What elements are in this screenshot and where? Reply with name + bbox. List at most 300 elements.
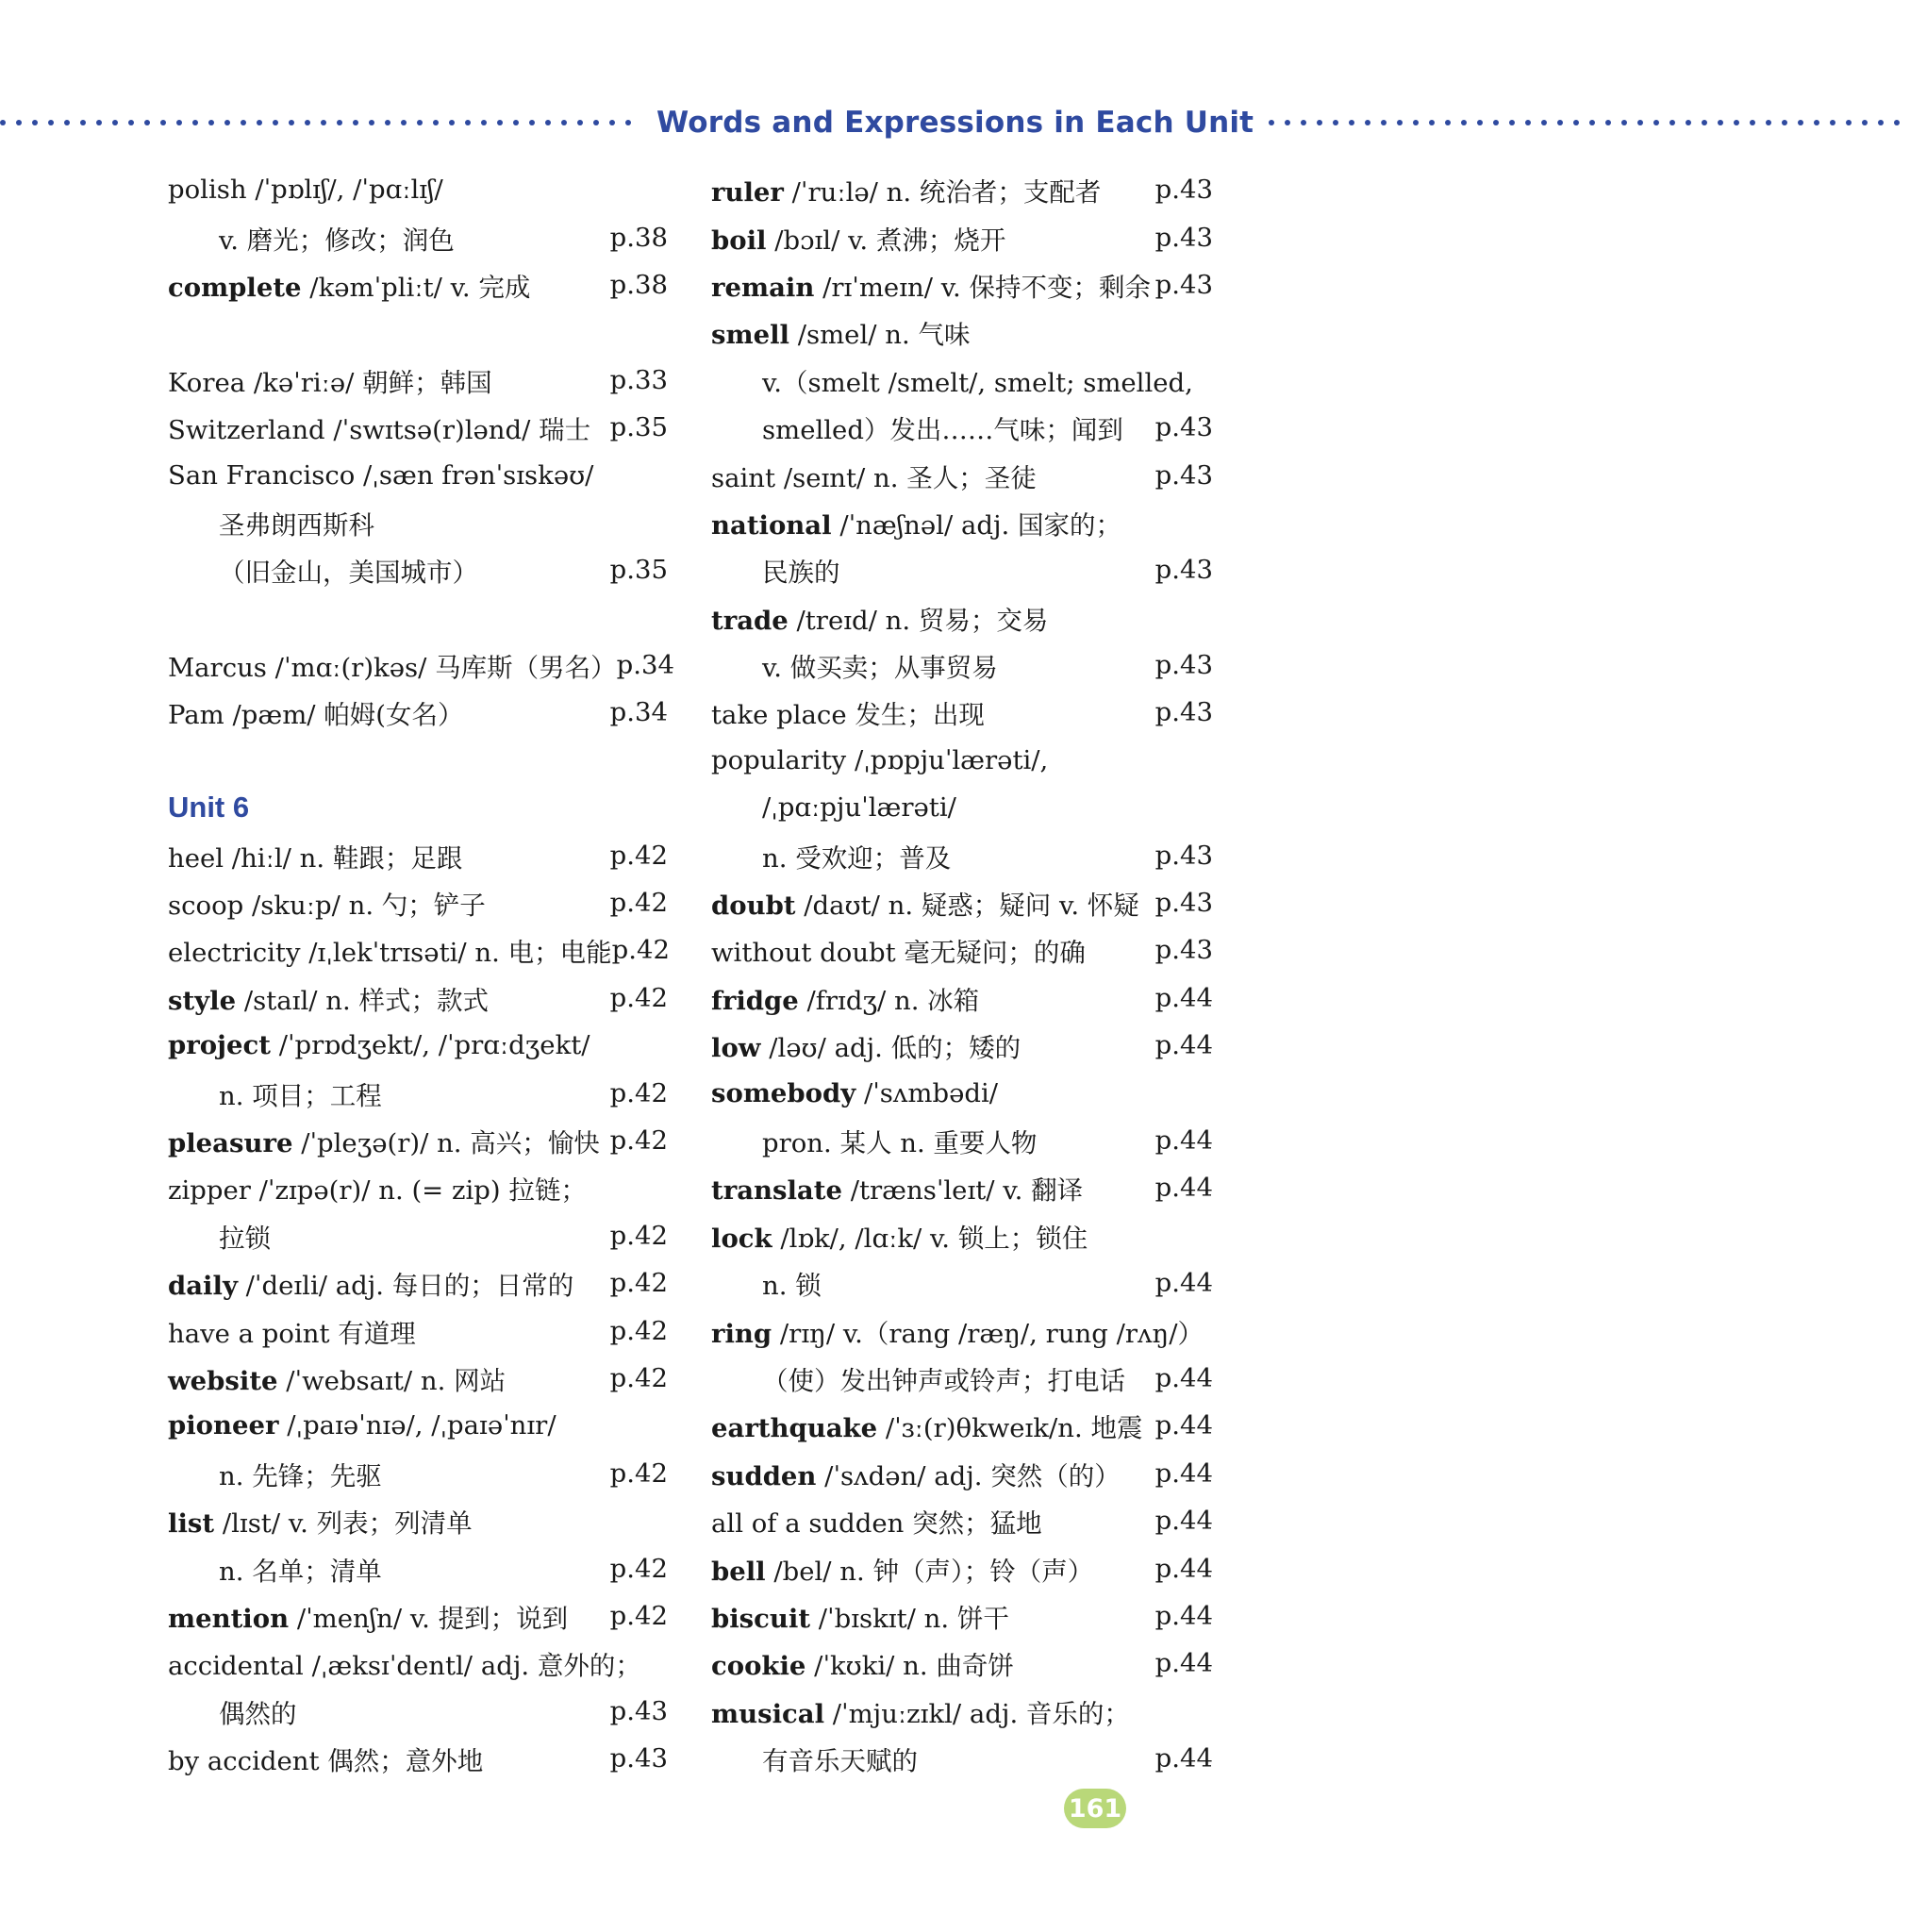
entry-text [168,1410,607,1441]
dot-ornament [1637,120,1643,125]
entry-definition: n. 受欢迎；普及 [762,842,952,874]
entry-line [168,1497,668,1544]
entry-definition: /staɪl/ n. 样式；款式 [236,985,489,1016]
entry-line [168,1164,668,1211]
dot-ornament [513,120,519,125]
entry-definition: /ˌæksɪˈdentl/ adj. 意外的； [303,1651,641,1682]
entry-definition: /skuːp/ n. 勺；铲子 [243,891,486,922]
headword: daily [168,1271,238,1302]
page-ref: p.42 [609,1268,668,1299]
entry-line [711,546,1213,593]
entry-definition: /treɪd/ n. 贸易；交易 [788,605,1049,636]
dot-ornament [369,120,374,125]
dot-ornament [1461,120,1467,125]
entry-line [711,1544,1213,1591]
dot-ornament [1766,120,1771,125]
dot-ornament [1493,120,1499,125]
dot-ornament [417,120,423,125]
entry-line [168,1355,668,1402]
headword: polish [168,175,247,206]
entry-definition: （使）发出钟声或铃声；打电话 [762,1365,1125,1396]
headword: mention [168,1603,290,1634]
entry-text [168,791,607,824]
running-header [0,100,1353,145]
entry-text [168,266,607,304]
entry-text [168,884,607,922]
entry-definition: /kəmˈpliːt/ v. 完成 [301,272,531,303]
blank-line [168,594,668,641]
dot-ornament [64,120,70,125]
entry-line [168,166,668,213]
dot-ornament [1301,120,1306,125]
dot-ornament [1381,120,1387,125]
page-ref: p.44 [1154,1457,1213,1489]
entry-line [711,974,1213,1022]
headword: complete [168,272,302,303]
headword: trade [711,605,789,636]
headword: Korea [168,367,246,398]
entry-definition: （旧金山，美国城市） [219,558,478,589]
entry-text [168,1030,607,1060]
headword: accidental [168,1651,304,1682]
dot-ornament [1445,120,1451,125]
entry-text [168,361,607,399]
page-ref: p.44 [1154,1362,1213,1393]
dot-ornament [1365,120,1370,125]
headword: ruler [711,177,784,208]
entry-text [711,171,1153,208]
dot-ornament [32,120,38,125]
entry-definition: /pæm/ 帕姆(女名） [224,700,464,731]
entry-definition: /ˈmenʃn/ v. 提到；说到 [289,1603,569,1634]
page-ref: p.43 [1154,840,1213,871]
dot-ornament [577,120,583,125]
blank-line [168,308,668,356]
entry-definition: v.（smelt /smelt/, smelt; smelled, [762,367,1193,398]
page-ref: p.42 [609,1220,668,1251]
entry-line [168,1688,668,1735]
entry-line [711,1022,1213,1069]
dot-ornament [593,120,599,125]
dot-ornament [0,120,6,125]
dot-ornament [305,120,310,125]
entry-text [711,551,1153,589]
entry-line [711,261,1213,308]
dot-ornament [224,120,230,125]
entry-text [711,1455,1153,1492]
page-ref: p.42 [611,935,670,966]
entry-definition: /ˌpɑːpjuˈlærəti/ [762,792,956,824]
page-ref: p.34 [609,697,668,728]
dot-ornament [1541,120,1547,125]
entry-definition: /kəˈriːə/ 朝鲜；韩国 [245,367,492,398]
entry-line [168,974,668,1022]
headword: doubt [711,891,796,922]
headword: fridge [711,985,799,1016]
entry-text [168,460,607,491]
entry-line [168,261,668,308]
dot-ornament [128,120,134,125]
entry-text [168,1455,607,1492]
headword: national [711,509,832,541]
entry-line [711,1117,1213,1164]
entry-definition: /ˈpɒlɪʃ/, /ˈpɑːlɪʃ/ [246,175,443,206]
dot-ornament [1830,120,1835,125]
dot-ornament [1814,120,1819,125]
headword: translate [711,1175,842,1207]
header-title: Words and Expressions in Each Unit [656,106,1254,140]
entry-definition: /ˈprɒdʒekt/, /ˈprɑːdʒekt/ [270,1030,590,1061]
dot-ornament [1557,120,1563,125]
page-ref: p.44 [1154,1173,1213,1204]
headword: San Francisco [168,459,356,491]
entry-text [168,979,607,1017]
entry-definition: 发生；出现 [846,700,985,731]
page-ref: p.43 [1154,650,1213,681]
entry-text [711,1644,1153,1682]
entry-definition: /smel/ n. 气味 [789,320,971,351]
page-ref: p.44 [1154,1268,1213,1299]
headword: popularity [711,744,847,775]
entry-line [711,641,1213,689]
entry-definition: 偶然；意外地 [319,1746,484,1777]
entry-definition: /trænsˈleɪt/ v. 翻译 [841,1175,1084,1207]
page-ref: p.43 [1154,269,1213,300]
entry-definition: 偶然的 [219,1698,297,1729]
headword: list [168,1508,215,1540]
entry-line [711,1592,1213,1640]
headword: smell [711,320,789,351]
page-ref: p.43 [1154,888,1213,919]
dot-ornament [1621,120,1627,125]
entry-definition: /ˌsæn frənˈsɪskəʊ/ [355,459,594,491]
dot-ornament [385,120,390,125]
entry-text [711,884,1153,922]
entry-line [168,499,668,546]
dot-ornament [497,120,503,125]
entry-definition: 有道理 [329,1318,416,1349]
headword: ring [711,1318,772,1349]
entry-definition: /ˈmɑː(r)kəs/ 马库斯（男名） [266,653,617,684]
page-ref: p.42 [609,1457,668,1489]
entry-text [168,1550,607,1588]
dot-ornament [545,120,551,125]
page-ref: p.44 [1154,1648,1213,1679]
entry-text [168,1264,607,1302]
dot-ornament [1605,120,1611,125]
headword: take place [711,700,847,731]
headword: without doubt [711,938,896,969]
dot-ornament [48,120,54,125]
dot-ornament [96,120,102,125]
entry-text [711,1692,1153,1730]
entry-text [711,693,1153,731]
header-dots-left [0,119,641,126]
page-ref: p.42 [609,1077,668,1108]
page-ref: p.43 [1154,697,1213,728]
entry-text [711,504,1153,541]
page-ref: p.42 [609,982,668,1013]
entry-line [168,926,668,974]
dot-ornament [321,120,326,125]
page-ref: p.42 [609,1315,668,1346]
entry-text [711,745,1153,775]
entry-text [168,408,607,446]
dot-ornament [144,120,150,125]
entry-line [168,1117,668,1164]
entry-definition: /ˈsʌdən/ adj. 突然（的） [816,1460,1121,1491]
dot-ornament [1573,120,1579,125]
headword: boil [711,225,767,256]
dot-ornament [1429,120,1435,125]
entry-definition: /ˌpaɪəˈnɪə/, /ˌpaɪəˈnɪr/ [278,1410,556,1441]
dot-ornament [1846,120,1852,125]
entry-definition: /lɒk/, /lɑːk/ v. 锁上；锁住 [772,1223,1088,1254]
page-ref: p.38 [609,222,668,253]
entry-line [711,926,1213,974]
dot-ornament [1317,120,1322,125]
entry-line [711,784,1213,831]
page-ref: p.44 [1154,1600,1213,1631]
entry-definition: /ˈsʌmbədi/ [855,1077,999,1108]
entry-definition: n. 名单；清单 [219,1556,382,1587]
entry-line [168,1307,668,1354]
entry-text [711,837,1153,874]
left-column [168,166,674,1782]
entry-text [168,1312,607,1350]
entry-text [711,1502,1153,1540]
dot-ornament [1686,120,1691,125]
headword: by accident [168,1746,320,1777]
entry-definition: /ˈpleʒə(r)/ n. 高兴；愉快 [292,1128,600,1158]
dot-ornament [1477,120,1483,125]
entry-line [711,308,1213,356]
entry-text [711,361,1193,399]
entry-line [711,1688,1213,1735]
page-ref: p.34 [616,650,674,681]
entry-line [168,1212,668,1259]
entry-text [168,1169,607,1207]
page-ref: p.43 [609,1695,668,1726]
entry-text [168,1217,607,1255]
page-ref: p.35 [609,412,668,443]
entry-line [711,594,1213,641]
entry-definition: /frɪdʒ/ n. 冰箱 [798,985,980,1016]
entry-line [711,1640,1213,1687]
page-ref: p.43 [1154,555,1213,586]
entry-line [168,213,668,260]
headword: biscuit [711,1603,811,1634]
headword: sudden [711,1460,817,1491]
entry-definition: /ˈmjuːzɪkl/ adj. 音乐的； [824,1698,1130,1729]
page-ref: p.43 [1154,175,1213,206]
entry-text [711,1359,1153,1397]
page-ref: p.42 [609,840,668,871]
entry-line [711,499,1213,546]
entry-line [168,1544,668,1591]
page-ref: p.42 [609,1553,668,1584]
entry-definition: Unit 6 [168,791,250,824]
dot-ornament [176,120,182,125]
entry-text [168,1692,607,1730]
entry-text [168,1502,607,1540]
page-ref: p.42 [609,888,668,919]
entry-text [711,1550,1153,1588]
dot-ornament [1509,120,1515,125]
dot-ornament [1734,120,1739,125]
entry-line [711,879,1213,926]
entry-line [711,1069,1213,1116]
entry-line [168,1259,668,1307]
headword: earthquake [711,1413,878,1444]
right-column [711,166,1213,1782]
dot-ornament [16,120,22,125]
entry-definition: 民族的 [762,558,840,589]
entry-line [711,1450,1213,1497]
entry-definition: smelled）发出……气味；闻到 [762,415,1123,446]
headword: style [168,985,237,1016]
dot-ornament [289,120,294,125]
entry-text [168,646,617,684]
dot-ornament [465,120,471,125]
entry-line [168,1402,668,1449]
header-dots-right [1269,119,1910,126]
entry-line [711,737,1213,784]
entry-definition: /ˈruːlə/ n. 统治者；支配者 [783,177,1102,208]
headword: musical [711,1698,825,1729]
page-number: 161 [1064,1789,1126,1828]
entry-text [168,175,607,205]
headword: somebody [711,1077,856,1108]
dot-ornament [1894,120,1900,125]
entry-definition: 毫无疑问；的确 [895,938,1086,969]
entry-definition: /ˈnæʃnəl/ adj. 国家的； [831,509,1121,541]
unit-heading [168,784,668,831]
entry-text [711,1264,1153,1302]
entry-line [168,1450,668,1497]
entry-line [168,404,668,451]
headword: electricity [168,938,301,969]
entry-definition: /ˈɜː(r)θkweɪk/n. 地震 [877,1413,1143,1444]
entry-line [711,1259,1213,1307]
dot-ornament [1589,120,1595,125]
dot-ornament [561,120,567,125]
dot-ornament [1878,120,1884,125]
entry-line [711,1735,1213,1782]
entry-line [168,831,668,878]
entry-text [711,1312,1204,1350]
entry-definition: /ɪˌlekˈtrɪsəti/ n. 电；电能 [300,938,612,969]
page-ref: p.33 [609,364,668,395]
entry-definition: n. 锁 [762,1271,822,1302]
entry-line [711,213,1213,260]
entry-text [168,1359,607,1397]
entry-text [168,931,612,969]
headword: Pam [168,700,224,731]
page-ref: p.43 [609,1743,668,1774]
dot-ornament [1653,120,1659,125]
entry-definition: /ləʊ/ adj. 低的；矮的 [760,1033,1021,1064]
page-ref: p.44 [1154,1553,1213,1584]
entry-line [168,1022,668,1069]
entry-line [711,831,1213,878]
dot-ornament [1669,120,1675,125]
headword: website [168,1365,278,1396]
entry-line [711,689,1213,736]
headword: pleasure [168,1128,293,1158]
page-ref: p.42 [609,1362,668,1393]
entry-definition: 有音乐天赋的 [762,1746,918,1777]
dot-ornament [529,120,535,125]
dot-ornament [1397,120,1403,125]
entry-line [711,166,1213,213]
entry-line [168,1735,668,1782]
entry-text [168,693,607,731]
entry-line [168,1592,668,1640]
dot-ornament [353,120,358,125]
entry-text [711,1217,1153,1255]
page-ref: p.43 [1154,459,1213,491]
entry-text [711,646,1153,684]
entry-text [168,1644,641,1682]
dot-ornament [1333,120,1338,125]
entry-text [168,1740,607,1777]
entry-text [711,408,1153,446]
entry-definition: 拉锁 [219,1223,271,1254]
entry-definition: /ˌpɒpjuˈlærəti/, [846,744,1049,775]
entry-text [168,504,607,541]
headword: cookie [711,1651,806,1682]
page-ref: p.35 [609,555,668,586]
dot-ornament [1702,120,1707,125]
page-ref: p.44 [1154,1410,1213,1441]
dot-ornament [112,120,118,125]
page-ref: p.38 [609,269,668,300]
entry-text [168,837,607,874]
entry-text [711,1740,1153,1777]
headword: lock [711,1223,772,1254]
headword: low [711,1033,761,1064]
entry-text [711,1407,1153,1444]
dot-ornament [1718,120,1723,125]
headword: Marcus [168,653,267,684]
dot-ornament [1798,120,1803,125]
entry-text [711,1026,1153,1064]
entry-line [711,1497,1213,1544]
entry-definition: /bɔɪl/ v. 煮沸；烧开 [766,225,1006,256]
entry-definition: v. 磨光；修改；润色 [219,225,455,256]
entry-text [711,266,1153,304]
dot-ornament [257,120,262,125]
dot-ornament [1782,120,1787,125]
headword: bell [711,1556,766,1587]
headword: project [168,1030,271,1061]
dot-ornament [80,120,86,125]
page-ref: p.44 [1154,1506,1213,1537]
dot-ornament [401,120,407,125]
dot-ornament [1525,120,1531,125]
entry-definition: /rɪˈmeɪn/ v. 保持不变；剩余 [814,272,1151,303]
entry-definition: n. 先锋；先驱 [219,1460,382,1491]
dot-ornament [609,120,615,125]
page-ref: p.43 [1154,935,1213,966]
entry-line [168,451,668,498]
entry-text [168,219,607,257]
page-ref: p.43 [1154,412,1213,443]
page-ref: p.44 [1154,1125,1213,1156]
headword: pioneer [168,1410,279,1441]
dot-ornament [192,120,198,125]
